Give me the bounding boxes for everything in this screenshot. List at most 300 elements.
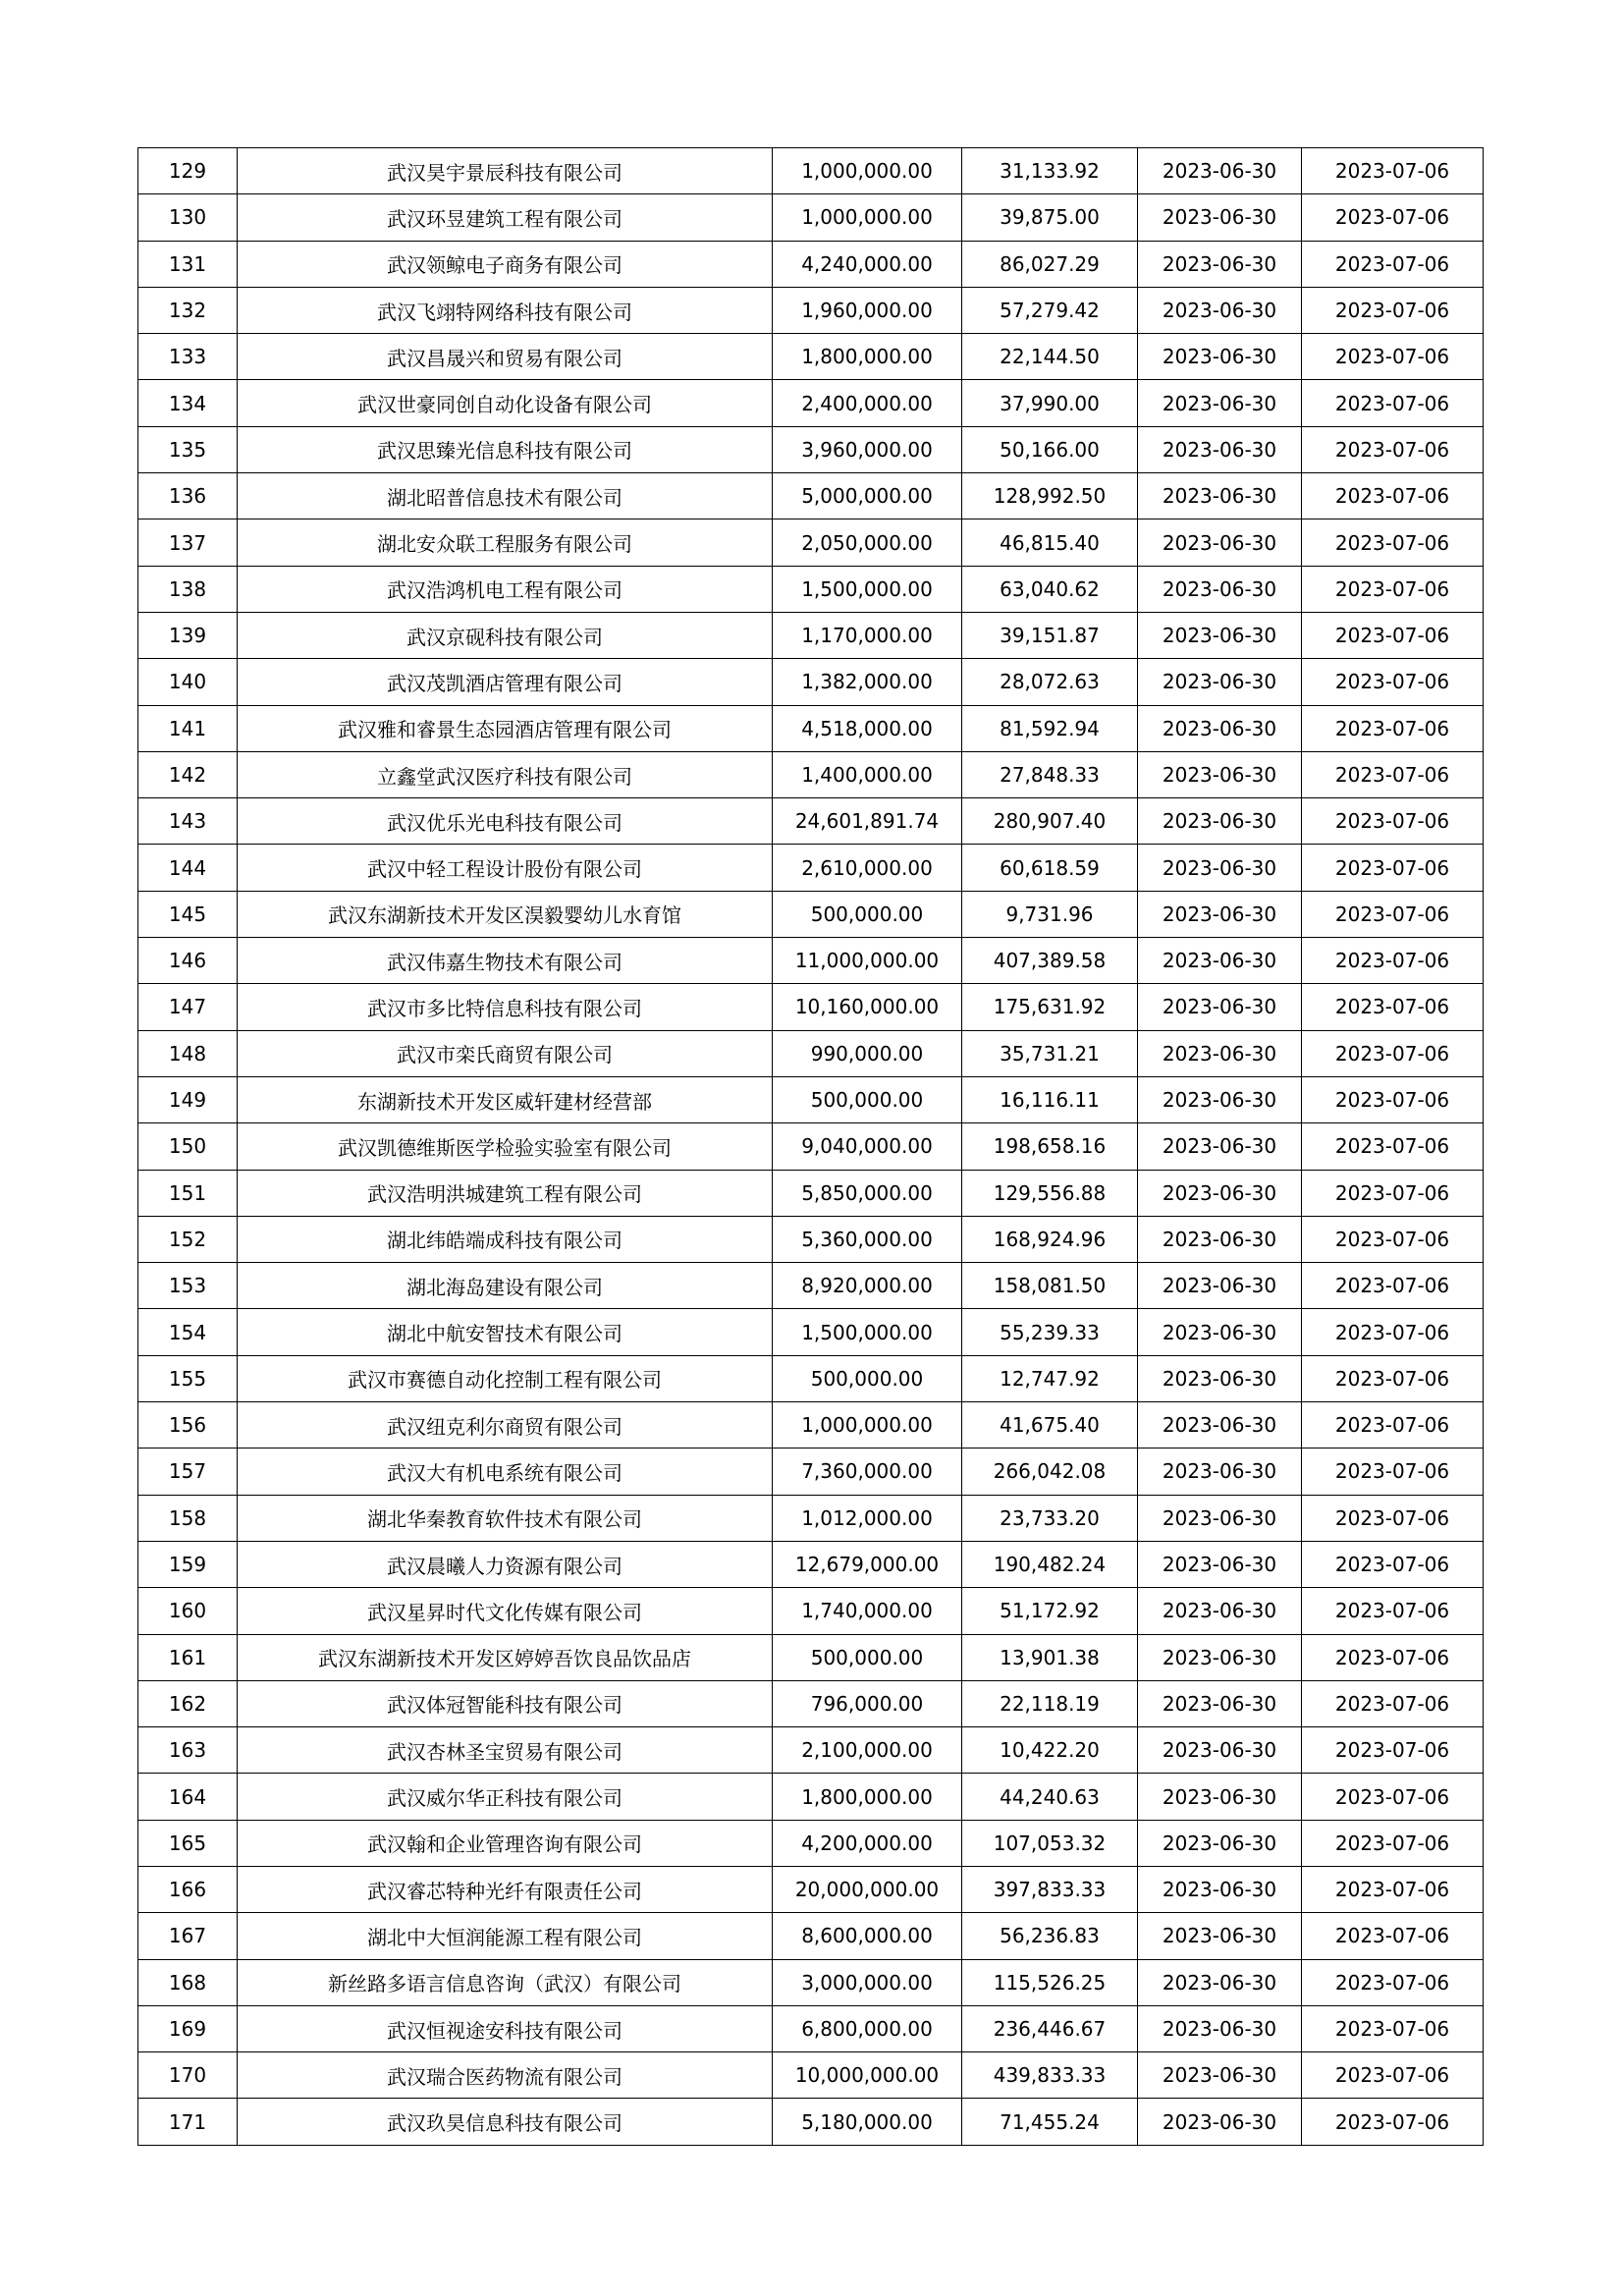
table-row xyxy=(138,1541,1484,1587)
amount-cell: 500,000.00 xyxy=(773,1355,962,1401)
amount-cell: 796,000.00 xyxy=(773,1680,962,1726)
row-number-cell: 164 xyxy=(138,1774,238,1820)
table-row xyxy=(138,380,1484,426)
row-number-cell: 134 xyxy=(138,380,238,426)
interest-cell: 39,875.00 xyxy=(962,194,1138,241)
table-row xyxy=(138,1820,1484,1866)
row-number-cell: 133 xyxy=(138,334,238,380)
table-row xyxy=(138,705,1484,751)
row-number-cell: 152 xyxy=(138,1216,238,1262)
amount-cell: 1,000,000.00 xyxy=(773,1402,962,1449)
interest-cell: 13,901.38 xyxy=(962,1634,1138,1680)
row-number-cell: 145 xyxy=(138,891,238,937)
interest-cell: 60,618.59 xyxy=(962,845,1138,891)
table-row xyxy=(138,1680,1484,1726)
row-number-cell: 170 xyxy=(138,2052,238,2099)
table-row xyxy=(138,334,1484,380)
row-number-cell: 135 xyxy=(138,426,238,472)
row-number-cell: 148 xyxy=(138,1030,238,1076)
start-date-cell: 2023-06-30 xyxy=(1138,473,1302,519)
table-body xyxy=(138,148,1484,2146)
table-row xyxy=(138,984,1484,1030)
amount-cell: 3,000,000.00 xyxy=(773,1959,962,2005)
interest-cell: 280,907.40 xyxy=(962,798,1138,845)
start-date-cell: 2023-06-30 xyxy=(1138,194,1302,241)
start-date-cell: 2023-06-30 xyxy=(1138,1355,1302,1401)
start-date-cell: 2023-06-30 xyxy=(1138,1866,1302,1912)
company-name-cell: 武汉威尔华正科技有限公司 xyxy=(238,1774,773,1820)
row-number-cell: 138 xyxy=(138,566,238,612)
interest-cell: 31,133.92 xyxy=(962,148,1138,194)
interest-cell: 266,042.08 xyxy=(962,1449,1138,1495)
row-number-cell: 155 xyxy=(138,1355,238,1401)
end-date-cell: 2023-07-06 xyxy=(1302,1588,1484,1634)
interest-cell: 44,240.63 xyxy=(962,1774,1138,1820)
company-name-cell: 武汉领鲸电子商务有限公司 xyxy=(238,241,773,287)
table-row xyxy=(138,1030,1484,1076)
table-row xyxy=(138,1402,1484,1449)
company-name-cell: 湖北海岛建设有限公司 xyxy=(238,1263,773,1309)
table-row xyxy=(138,751,1484,797)
table-row xyxy=(138,1216,1484,1262)
amount-cell: 10,160,000.00 xyxy=(773,984,962,1030)
start-date-cell: 2023-06-30 xyxy=(1138,2052,1302,2099)
end-date-cell: 2023-07-06 xyxy=(1302,2099,1484,2145)
interest-cell: 22,144.50 xyxy=(962,334,1138,380)
row-number-cell: 137 xyxy=(138,519,238,566)
start-date-cell: 2023-06-30 xyxy=(1138,426,1302,472)
start-date-cell: 2023-06-30 xyxy=(1138,751,1302,797)
table-row xyxy=(138,1449,1484,1495)
table-row xyxy=(138,2099,1484,2145)
amount-cell: 4,240,000.00 xyxy=(773,241,962,287)
row-number-cell: 140 xyxy=(138,659,238,705)
amount-cell: 4,200,000.00 xyxy=(773,1820,962,1866)
start-date-cell: 2023-06-30 xyxy=(1138,334,1302,380)
interest-cell: 198,658.16 xyxy=(962,1123,1138,1170)
end-date-cell: 2023-07-06 xyxy=(1302,2052,1484,2099)
table-row xyxy=(138,148,1484,194)
row-number-cell: 167 xyxy=(138,1913,238,1959)
row-number-cell: 132 xyxy=(138,287,238,333)
row-number-cell: 149 xyxy=(138,1076,238,1122)
company-name-cell: 武汉伟嘉生物技术有限公司 xyxy=(238,938,773,984)
interest-cell: 107,053.32 xyxy=(962,1820,1138,1866)
start-date-cell: 2023-06-30 xyxy=(1138,2099,1302,2145)
table-row xyxy=(138,1495,1484,1541)
amount-cell: 2,100,000.00 xyxy=(773,1727,962,1774)
table-row xyxy=(138,566,1484,612)
start-date-cell: 2023-06-30 xyxy=(1138,1030,1302,1076)
end-date-cell: 2023-07-06 xyxy=(1302,1541,1484,1587)
interest-cell: 9,731.96 xyxy=(962,891,1138,937)
table-row xyxy=(138,473,1484,519)
end-date-cell: 2023-07-06 xyxy=(1302,1309,1484,1355)
row-number-cell: 141 xyxy=(138,705,238,751)
interest-cell: 86,027.29 xyxy=(962,241,1138,287)
company-name-cell: 湖北纬皓端成科技有限公司 xyxy=(238,1216,773,1262)
start-date-cell: 2023-06-30 xyxy=(1138,612,1302,658)
row-number-cell: 166 xyxy=(138,1866,238,1912)
start-date-cell: 2023-06-30 xyxy=(1138,287,1302,333)
amount-cell: 1,800,000.00 xyxy=(773,1774,962,1820)
table-row xyxy=(138,2005,1484,2051)
row-number-cell: 160 xyxy=(138,1588,238,1634)
amount-cell: 1,012,000.00 xyxy=(773,1495,962,1541)
end-date-cell: 2023-07-06 xyxy=(1302,1030,1484,1076)
amount-cell: 500,000.00 xyxy=(773,1076,962,1122)
end-date-cell: 2023-07-06 xyxy=(1302,287,1484,333)
row-number-cell: 158 xyxy=(138,1495,238,1541)
table-row xyxy=(138,1263,1484,1309)
interest-cell: 16,116.11 xyxy=(962,1076,1138,1122)
end-date-cell: 2023-07-06 xyxy=(1302,1076,1484,1122)
table-row xyxy=(138,891,1484,937)
end-date-cell: 2023-07-06 xyxy=(1302,1959,1484,2005)
end-date-cell: 2023-07-06 xyxy=(1302,1402,1484,1449)
start-date-cell: 2023-06-30 xyxy=(1138,1588,1302,1634)
table-row xyxy=(138,612,1484,658)
amount-cell: 1,800,000.00 xyxy=(773,334,962,380)
interest-cell: 50,166.00 xyxy=(962,426,1138,472)
row-number-cell: 154 xyxy=(138,1309,238,1355)
company-name-cell: 武汉体冠智能科技有限公司 xyxy=(238,1680,773,1726)
row-number-cell: 144 xyxy=(138,845,238,891)
start-date-cell: 2023-06-30 xyxy=(1138,1123,1302,1170)
company-name-cell: 武汉飞翊特网络科技有限公司 xyxy=(238,287,773,333)
table-row xyxy=(138,1355,1484,1401)
start-date-cell: 2023-06-30 xyxy=(1138,1216,1302,1262)
start-date-cell: 2023-06-30 xyxy=(1138,519,1302,566)
company-name-cell: 武汉瑞合医药物流有限公司 xyxy=(238,2052,773,2099)
end-date-cell: 2023-07-06 xyxy=(1302,659,1484,705)
end-date-cell: 2023-07-06 xyxy=(1302,845,1484,891)
company-name-cell: 立鑫堂武汉医疗科技有限公司 xyxy=(238,751,773,797)
row-number-cell: 139 xyxy=(138,612,238,658)
end-date-cell: 2023-07-06 xyxy=(1302,1774,1484,1820)
end-date-cell: 2023-07-06 xyxy=(1302,1263,1484,1309)
company-name-cell: 武汉翰和企业管理咨询有限公司 xyxy=(238,1820,773,1866)
row-number-cell: 153 xyxy=(138,1263,238,1309)
interest-cell: 175,631.92 xyxy=(962,984,1138,1030)
company-name-cell: 武汉东湖新技术开发区婷婷吾饮良品饮品店 xyxy=(238,1634,773,1680)
interest-cell: 22,118.19 xyxy=(962,1680,1138,1726)
company-name-cell: 武汉恒视途安科技有限公司 xyxy=(238,2005,773,2051)
amount-cell: 1,740,000.00 xyxy=(773,1588,962,1634)
row-number-cell: 150 xyxy=(138,1123,238,1170)
end-date-cell: 2023-07-06 xyxy=(1302,148,1484,194)
company-name-cell: 武汉杏林圣宝贸易有限公司 xyxy=(238,1727,773,1774)
start-date-cell: 2023-06-30 xyxy=(1138,241,1302,287)
interest-cell: 57,279.42 xyxy=(962,287,1138,333)
table-row xyxy=(138,1959,1484,2005)
amount-cell: 20,000,000.00 xyxy=(773,1866,962,1912)
interest-cell: 28,072.63 xyxy=(962,659,1138,705)
interest-cell: 56,236.83 xyxy=(962,1913,1138,1959)
interest-cell: 55,239.33 xyxy=(962,1309,1138,1355)
interest-cell: 51,172.92 xyxy=(962,1588,1138,1634)
interest-cell: 71,455.24 xyxy=(962,2099,1138,2145)
company-name-cell: 武汉浩明洪城建筑工程有限公司 xyxy=(238,1170,773,1216)
amount-cell: 4,518,000.00 xyxy=(773,705,962,751)
company-name-cell: 武汉市栾氏商贸有限公司 xyxy=(238,1030,773,1076)
company-name-cell: 武汉世豪同创自动化设备有限公司 xyxy=(238,380,773,426)
row-number-cell: 171 xyxy=(138,2099,238,2145)
end-date-cell: 2023-07-06 xyxy=(1302,241,1484,287)
company-name-cell: 湖北华秦教育软件技术有限公司 xyxy=(238,1495,773,1541)
table-row xyxy=(138,519,1484,566)
interest-cell: 190,482.24 xyxy=(962,1541,1138,1587)
row-number-cell: 168 xyxy=(138,1959,238,2005)
interest-cell: 407,389.58 xyxy=(962,938,1138,984)
interest-cell: 168,924.96 xyxy=(962,1216,1138,1262)
end-date-cell: 2023-07-06 xyxy=(1302,1216,1484,1262)
end-date-cell: 2023-07-06 xyxy=(1302,1727,1484,1774)
start-date-cell: 2023-06-30 xyxy=(1138,798,1302,845)
end-date-cell: 2023-07-06 xyxy=(1302,705,1484,751)
end-date-cell: 2023-07-06 xyxy=(1302,751,1484,797)
table-row xyxy=(138,1588,1484,1634)
start-date-cell: 2023-06-30 xyxy=(1138,938,1302,984)
end-date-cell: 2023-07-06 xyxy=(1302,1866,1484,1912)
company-name-cell: 武汉京砚科技有限公司 xyxy=(238,612,773,658)
table-row xyxy=(138,1170,1484,1216)
table-row xyxy=(138,798,1484,845)
start-date-cell: 2023-06-30 xyxy=(1138,845,1302,891)
end-date-cell: 2023-07-06 xyxy=(1302,473,1484,519)
interest-cell: 41,675.40 xyxy=(962,1402,1138,1449)
start-date-cell: 2023-06-30 xyxy=(1138,1170,1302,1216)
start-date-cell: 2023-06-30 xyxy=(1138,1449,1302,1495)
table-row xyxy=(138,1727,1484,1774)
interest-cell: 35,731.21 xyxy=(962,1030,1138,1076)
row-number-cell: 143 xyxy=(138,798,238,845)
row-number-cell: 142 xyxy=(138,751,238,797)
amount-cell: 3,960,000.00 xyxy=(773,426,962,472)
end-date-cell: 2023-07-06 xyxy=(1302,1495,1484,1541)
company-name-cell: 武汉睿芯特种光纤有限责任公司 xyxy=(238,1866,773,1912)
end-date-cell: 2023-07-06 xyxy=(1302,194,1484,241)
end-date-cell: 2023-07-06 xyxy=(1302,380,1484,426)
table-row xyxy=(138,2052,1484,2099)
start-date-cell: 2023-06-30 xyxy=(1138,1541,1302,1587)
row-number-cell: 131 xyxy=(138,241,238,287)
end-date-cell: 2023-07-06 xyxy=(1302,612,1484,658)
row-number-cell: 157 xyxy=(138,1449,238,1495)
amount-cell: 10,000,000.00 xyxy=(773,2052,962,2099)
company-name-cell: 湖北昭普信息技术有限公司 xyxy=(238,473,773,519)
table-row xyxy=(138,659,1484,705)
amount-cell: 24,601,891.74 xyxy=(773,798,962,845)
company-name-cell: 武汉纽克利尔商贸有限公司 xyxy=(238,1402,773,1449)
table-row xyxy=(138,287,1484,333)
amount-cell: 2,400,000.00 xyxy=(773,380,962,426)
table-row xyxy=(138,1913,1484,1959)
table-row xyxy=(138,1309,1484,1355)
table-row xyxy=(138,845,1484,891)
row-number-cell: 162 xyxy=(138,1680,238,1726)
table-row xyxy=(138,1634,1484,1680)
company-name-cell: 武汉昌晟兴和贸易有限公司 xyxy=(238,334,773,380)
end-date-cell: 2023-07-06 xyxy=(1302,1820,1484,1866)
row-number-cell: 165 xyxy=(138,1820,238,1866)
company-name-cell: 武汉优乐光电科技有限公司 xyxy=(238,798,773,845)
interest-cell: 39,151.87 xyxy=(962,612,1138,658)
table-row xyxy=(138,241,1484,287)
interest-cell: 12,747.92 xyxy=(962,1355,1138,1401)
interest-cell: 115,526.25 xyxy=(962,1959,1138,2005)
amount-cell: 500,000.00 xyxy=(773,891,962,937)
end-date-cell: 2023-07-06 xyxy=(1302,1680,1484,1726)
company-name-cell: 湖北安众联工程服务有限公司 xyxy=(238,519,773,566)
amount-cell: 500,000.00 xyxy=(773,1634,962,1680)
company-name-cell: 武汉思臻光信息科技有限公司 xyxy=(238,426,773,472)
end-date-cell: 2023-07-06 xyxy=(1302,984,1484,1030)
company-name-cell: 武汉大有机电系统有限公司 xyxy=(238,1449,773,1495)
company-name-cell: 武汉星昇时代文化传媒有限公司 xyxy=(238,1588,773,1634)
amount-cell: 1,500,000.00 xyxy=(773,1309,962,1355)
end-date-cell: 2023-07-06 xyxy=(1302,1355,1484,1401)
table-row xyxy=(138,938,1484,984)
interest-cell: 439,833.33 xyxy=(962,2052,1138,2099)
data-table xyxy=(137,147,1484,2146)
row-number-cell: 146 xyxy=(138,938,238,984)
start-date-cell: 2023-06-30 xyxy=(1138,380,1302,426)
row-number-cell: 136 xyxy=(138,473,238,519)
table-row xyxy=(138,1123,1484,1170)
company-name-cell: 武汉雅和睿景生态园酒店管理有限公司 xyxy=(238,705,773,751)
interest-cell: 63,040.62 xyxy=(962,566,1138,612)
interest-cell: 81,592.94 xyxy=(962,705,1138,751)
row-number-cell: 163 xyxy=(138,1727,238,1774)
start-date-cell: 2023-06-30 xyxy=(1138,1774,1302,1820)
amount-cell: 8,920,000.00 xyxy=(773,1263,962,1309)
row-number-cell: 147 xyxy=(138,984,238,1030)
interest-cell: 236,446.67 xyxy=(962,2005,1138,2051)
company-name-cell: 武汉凯德维斯医学检验实验室有限公司 xyxy=(238,1123,773,1170)
end-date-cell: 2023-07-06 xyxy=(1302,334,1484,380)
end-date-cell: 2023-07-06 xyxy=(1302,1913,1484,1959)
amount-cell: 1,000,000.00 xyxy=(773,194,962,241)
start-date-cell: 2023-06-30 xyxy=(1138,1680,1302,1726)
start-date-cell: 2023-06-30 xyxy=(1138,1076,1302,1122)
row-number-cell: 169 xyxy=(138,2005,238,2051)
amount-cell: 11,000,000.00 xyxy=(773,938,962,984)
amount-cell: 5,850,000.00 xyxy=(773,1170,962,1216)
company-name-cell: 武汉浩鸿机电工程有限公司 xyxy=(238,566,773,612)
company-name-cell: 武汉中轻工程设计股份有限公司 xyxy=(238,845,773,891)
amount-cell: 2,610,000.00 xyxy=(773,845,962,891)
start-date-cell: 2023-06-30 xyxy=(1138,1309,1302,1355)
amount-cell: 1,170,000.00 xyxy=(773,612,962,658)
amount-cell: 9,040,000.00 xyxy=(773,1123,962,1170)
table-row xyxy=(138,1774,1484,1820)
interest-cell: 37,990.00 xyxy=(962,380,1138,426)
start-date-cell: 2023-06-30 xyxy=(1138,1495,1302,1541)
amount-cell: 5,360,000.00 xyxy=(773,1216,962,1262)
start-date-cell: 2023-06-30 xyxy=(1138,148,1302,194)
end-date-cell: 2023-07-06 xyxy=(1302,938,1484,984)
amount-cell: 1,382,000.00 xyxy=(773,659,962,705)
company-name-cell: 武汉市赛德自动化控制工程有限公司 xyxy=(238,1355,773,1401)
end-date-cell: 2023-07-06 xyxy=(1302,798,1484,845)
company-name-cell: 武汉昊宇景辰科技有限公司 xyxy=(238,148,773,194)
start-date-cell: 2023-06-30 xyxy=(1138,891,1302,937)
end-date-cell: 2023-07-06 xyxy=(1302,2005,1484,2051)
row-number-cell: 151 xyxy=(138,1170,238,1216)
end-date-cell: 2023-07-06 xyxy=(1302,1170,1484,1216)
company-name-cell: 武汉玖昊信息科技有限公司 xyxy=(238,2099,773,2145)
start-date-cell: 2023-06-30 xyxy=(1138,984,1302,1030)
end-date-cell: 2023-07-06 xyxy=(1302,566,1484,612)
row-number-cell: 161 xyxy=(138,1634,238,1680)
amount-cell: 1,400,000.00 xyxy=(773,751,962,797)
interest-cell: 46,815.40 xyxy=(962,519,1138,566)
amount-cell: 5,000,000.00 xyxy=(773,473,962,519)
start-date-cell: 2023-06-30 xyxy=(1138,1727,1302,1774)
row-number-cell: 130 xyxy=(138,194,238,241)
company-name-cell: 武汉环昱建筑工程有限公司 xyxy=(238,194,773,241)
row-number-cell: 156 xyxy=(138,1402,238,1449)
interest-cell: 23,733.20 xyxy=(962,1495,1138,1541)
amount-cell: 2,050,000.00 xyxy=(773,519,962,566)
end-date-cell: 2023-07-06 xyxy=(1302,426,1484,472)
start-date-cell: 2023-06-30 xyxy=(1138,705,1302,751)
amount-cell: 7,360,000.00 xyxy=(773,1449,962,1495)
interest-cell: 158,081.50 xyxy=(962,1263,1138,1309)
table-row xyxy=(138,1866,1484,1912)
interest-cell: 10,422.20 xyxy=(962,1727,1138,1774)
row-number-cell: 129 xyxy=(138,148,238,194)
company-name-cell: 武汉茂凯酒店管理有限公司 xyxy=(238,659,773,705)
company-name-cell: 武汉东湖新技术开发区淏毅婴幼儿水育馆 xyxy=(238,891,773,937)
start-date-cell: 2023-06-30 xyxy=(1138,659,1302,705)
company-name-cell: 武汉市多比特信息科技有限公司 xyxy=(238,984,773,1030)
amount-cell: 1,500,000.00 xyxy=(773,566,962,612)
start-date-cell: 2023-06-30 xyxy=(1138,1402,1302,1449)
table-row xyxy=(138,1076,1484,1122)
interest-cell: 129,556.88 xyxy=(962,1170,1138,1216)
table-row xyxy=(138,426,1484,472)
interest-cell: 27,848.33 xyxy=(962,751,1138,797)
end-date-cell: 2023-07-06 xyxy=(1302,1634,1484,1680)
company-name-cell: 湖北中航安智技术有限公司 xyxy=(238,1309,773,1355)
end-date-cell: 2023-07-06 xyxy=(1302,1449,1484,1495)
start-date-cell: 2023-06-30 xyxy=(1138,566,1302,612)
end-date-cell: 2023-07-06 xyxy=(1302,891,1484,937)
amount-cell: 6,800,000.00 xyxy=(773,2005,962,2051)
start-date-cell: 2023-06-30 xyxy=(1138,2005,1302,2051)
company-name-cell: 湖北中大恒润能源工程有限公司 xyxy=(238,1913,773,1959)
amount-cell: 12,679,000.00 xyxy=(773,1541,962,1587)
amount-cell: 8,600,000.00 xyxy=(773,1913,962,1959)
end-date-cell: 2023-07-06 xyxy=(1302,1123,1484,1170)
row-number-cell: 159 xyxy=(138,1541,238,1587)
start-date-cell: 2023-06-30 xyxy=(1138,1959,1302,2005)
amount-cell: 5,180,000.00 xyxy=(773,2099,962,2145)
interest-cell: 397,833.33 xyxy=(962,1866,1138,1912)
company-name-cell: 新丝路多语言信息咨询（武汉）有限公司 xyxy=(238,1959,773,2005)
table-row xyxy=(138,194,1484,241)
amount-cell: 1,960,000.00 xyxy=(773,287,962,333)
company-name-cell: 东湖新技术开发区威轩建材经营部 xyxy=(238,1076,773,1122)
start-date-cell: 2023-06-30 xyxy=(1138,1820,1302,1866)
amount-cell: 990,000.00 xyxy=(773,1030,962,1076)
amount-cell: 1,000,000.00 xyxy=(773,148,962,194)
start-date-cell: 2023-06-30 xyxy=(1138,1634,1302,1680)
start-date-cell: 2023-06-30 xyxy=(1138,1263,1302,1309)
start-date-cell: 2023-06-30 xyxy=(1138,1913,1302,1959)
